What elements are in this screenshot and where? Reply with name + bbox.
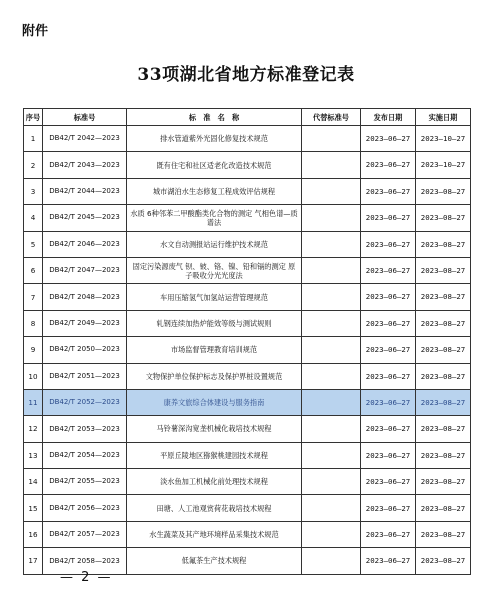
cell-name: 车用压缩氢气加氢站运营管理规范 [127,284,302,310]
table-row [24,284,471,310]
cell-replace [302,495,361,521]
cell-effective-date: 2023—08—27 [416,521,471,547]
header-code: 标准号 [43,109,127,126]
cell-name: 水质 6种邻苯二甲酸酯类化合物的测定 气相色谱—质谱法 [127,205,302,231]
cell-no: 5 [24,231,43,257]
header-replace: 代替标准号 [302,109,361,126]
table-row [24,178,471,204]
cell-code: DB42/T 2057—2023 [43,521,127,547]
cell-publish-date: 2023—06—27 [361,469,416,495]
cell-effective-date: 2023—08—27 [416,389,471,415]
cell-effective-date: 2023—08—27 [416,257,471,283]
cell-name: 排水管道紫外光固化修复技术规范 [127,126,302,152]
cell-replace [302,416,361,442]
cell-replace [302,548,361,574]
cell-name: 城市湖泊水生态修复工程成效评估规程 [127,178,302,204]
cell-effective-date: 2023—08—27 [416,337,471,363]
cell-replace [302,389,361,415]
cell-code: DB42/T 2049—2023 [43,310,127,336]
header-effective-date: 实施日期 [416,109,471,126]
table-row [24,152,471,178]
cell-publish-date: 2023—06—27 [361,442,416,468]
table-row [24,310,471,336]
cell-no: 16 [24,521,43,547]
cell-code: DB42/T 2053—2023 [43,416,127,442]
cell-publish-date: 2023—06—27 [361,231,416,257]
cell-no: 12 [24,416,43,442]
cell-publish-date: 2023—06—27 [361,389,416,415]
cell-name: 淡水鱼加工机械化前处理技术规程 [127,469,302,495]
cell-publish-date: 2023—06—27 [361,521,416,547]
cell-publish-date: 2023—06—27 [361,205,416,231]
cell-code: DB42/T 2047—2023 [43,257,127,283]
cell-replace [302,337,361,363]
cell-code: DB42/T 2048—2023 [43,284,127,310]
cell-replace [302,178,361,204]
cell-replace [302,284,361,310]
table-row [24,469,471,495]
cell-publish-date: 2023—06—27 [361,126,416,152]
table-row [24,389,471,415]
cell-effective-date: 2023—08—27 [416,495,471,521]
cell-replace [302,310,361,336]
cell-code: DB42/T 2051—2023 [43,363,127,389]
cell-code: DB42/T 2054—2023 [43,442,127,468]
cell-replace [302,469,361,495]
cell-publish-date: 2023—06—27 [361,284,416,310]
table-row [24,442,471,468]
cell-effective-date: 2023—08—27 [416,310,471,336]
cell-no: 15 [24,495,43,521]
cell-no: 4 [24,205,43,231]
cell-replace [302,205,361,231]
page-number: — 2 — [60,570,113,585]
cell-publish-date: 2023—06—27 [361,548,416,574]
cell-publish-date: 2023—06—27 [361,337,416,363]
table-row [24,521,471,547]
cell-effective-date: 2023—08—27 [416,178,471,204]
cell-publish-date: 2023—06—27 [361,416,416,442]
standards-table [23,108,471,575]
cell-publish-date: 2023—06—27 [361,310,416,336]
cell-no: 9 [24,337,43,363]
cell-name: 水文自动测报站运行维护技术规范 [127,231,302,257]
cell-publish-date: 2023—06—27 [361,152,416,178]
header-name: 标 准 名 称 [127,109,302,126]
table-row [24,495,471,521]
table-row [24,363,471,389]
cell-effective-date: 2023—10—27 [416,126,471,152]
cell-name: 市场监督管理教育培训规范 [127,337,302,363]
cell-name: 既有住宅和社区适老化改造技术规范 [127,152,302,178]
cell-replace [302,257,361,283]
cell-name: 文物保护单位保护标志及保护界桩设置规范 [127,363,302,389]
cell-code: DB42/T 2056—2023 [43,495,127,521]
cell-name: 轧钢连续加热炉能效等级与测试规则 [127,310,302,336]
cell-code: DB42/T 2044—2023 [43,178,127,204]
header-no: 序号 [24,109,43,126]
table-row [24,337,471,363]
cell-replace [302,442,361,468]
attachment-label: 附件 [22,24,49,39]
cell-code: DB42/T 2058—2023 [43,548,127,574]
cell-no: 13 [24,442,43,468]
cell-no: 6 [24,257,43,283]
cell-no: 10 [24,363,43,389]
cell-effective-date: 2023—08—27 [416,548,471,574]
cell-no: 8 [24,310,43,336]
cell-code: DB42/T 2045—2023 [43,205,127,231]
cell-replace [302,521,361,547]
cell-name: 康养文旅综合体建设与服务指南 [127,389,302,415]
cell-replace [302,231,361,257]
cell-no: 3 [24,178,43,204]
cell-effective-date: 2023—08—27 [416,284,471,310]
table-row [24,231,471,257]
cell-code: DB42/T 2055—2023 [43,469,127,495]
table-header-row [24,109,471,126]
cell-name: 田塘、人工池观赏荷花栽培技术规程 [127,495,302,521]
document-title: 33项湖北省地方标准登记表 [137,65,355,85]
cell-effective-date: 2023—08—27 [416,442,471,468]
cell-name: 固定污染源废气 钡、铍、铬、镍、铅和镉的测定 原子吸收分光光度法 [127,257,302,283]
cell-publish-date: 2023—06—27 [361,495,416,521]
table-row [24,416,471,442]
cell-code: DB42/T 2052—2023 [43,389,127,415]
cell-publish-date: 2023—06—27 [361,363,416,389]
cell-replace [302,126,361,152]
cell-effective-date: 2023—08—27 [416,231,471,257]
cell-publish-date: 2023—06—27 [361,257,416,283]
cell-no: 11 [24,389,43,415]
cell-name: 马铃薯深沟宽垄机械化栽培技术规程 [127,416,302,442]
cell-no: 7 [24,284,43,310]
cell-name: 水生蔬菜及其产地环境样品采集技术规范 [127,521,302,547]
cell-replace [302,152,361,178]
table-row [24,126,471,152]
cell-code: DB42/T 2042—2023 [43,126,127,152]
table-row [24,205,471,231]
cell-code: DB42/T 2043—2023 [43,152,127,178]
cell-replace [302,363,361,389]
cell-name: 平原丘陵地区猕猴桃建园技术规程 [127,442,302,468]
cell-name: 低氟茶生产技术规程 [127,548,302,574]
cell-code: DB42/T 2046—2023 [43,231,127,257]
cell-effective-date: 2023—08—27 [416,469,471,495]
table-row [24,257,471,283]
cell-no: 14 [24,469,43,495]
cell-effective-date: 2023—08—27 [416,416,471,442]
cell-no: 1 [24,126,43,152]
header-publish-date: 发布日期 [361,109,416,126]
cell-effective-date: 2023—08—27 [416,205,471,231]
cell-no: 2 [24,152,43,178]
cell-no: 17 [24,548,43,574]
cell-code: DB42/T 2050—2023 [43,337,127,363]
cell-effective-date: 2023—08—27 [416,363,471,389]
cell-publish-date: 2023—06—27 [361,178,416,204]
cell-effective-date: 2023—10—27 [416,152,471,178]
